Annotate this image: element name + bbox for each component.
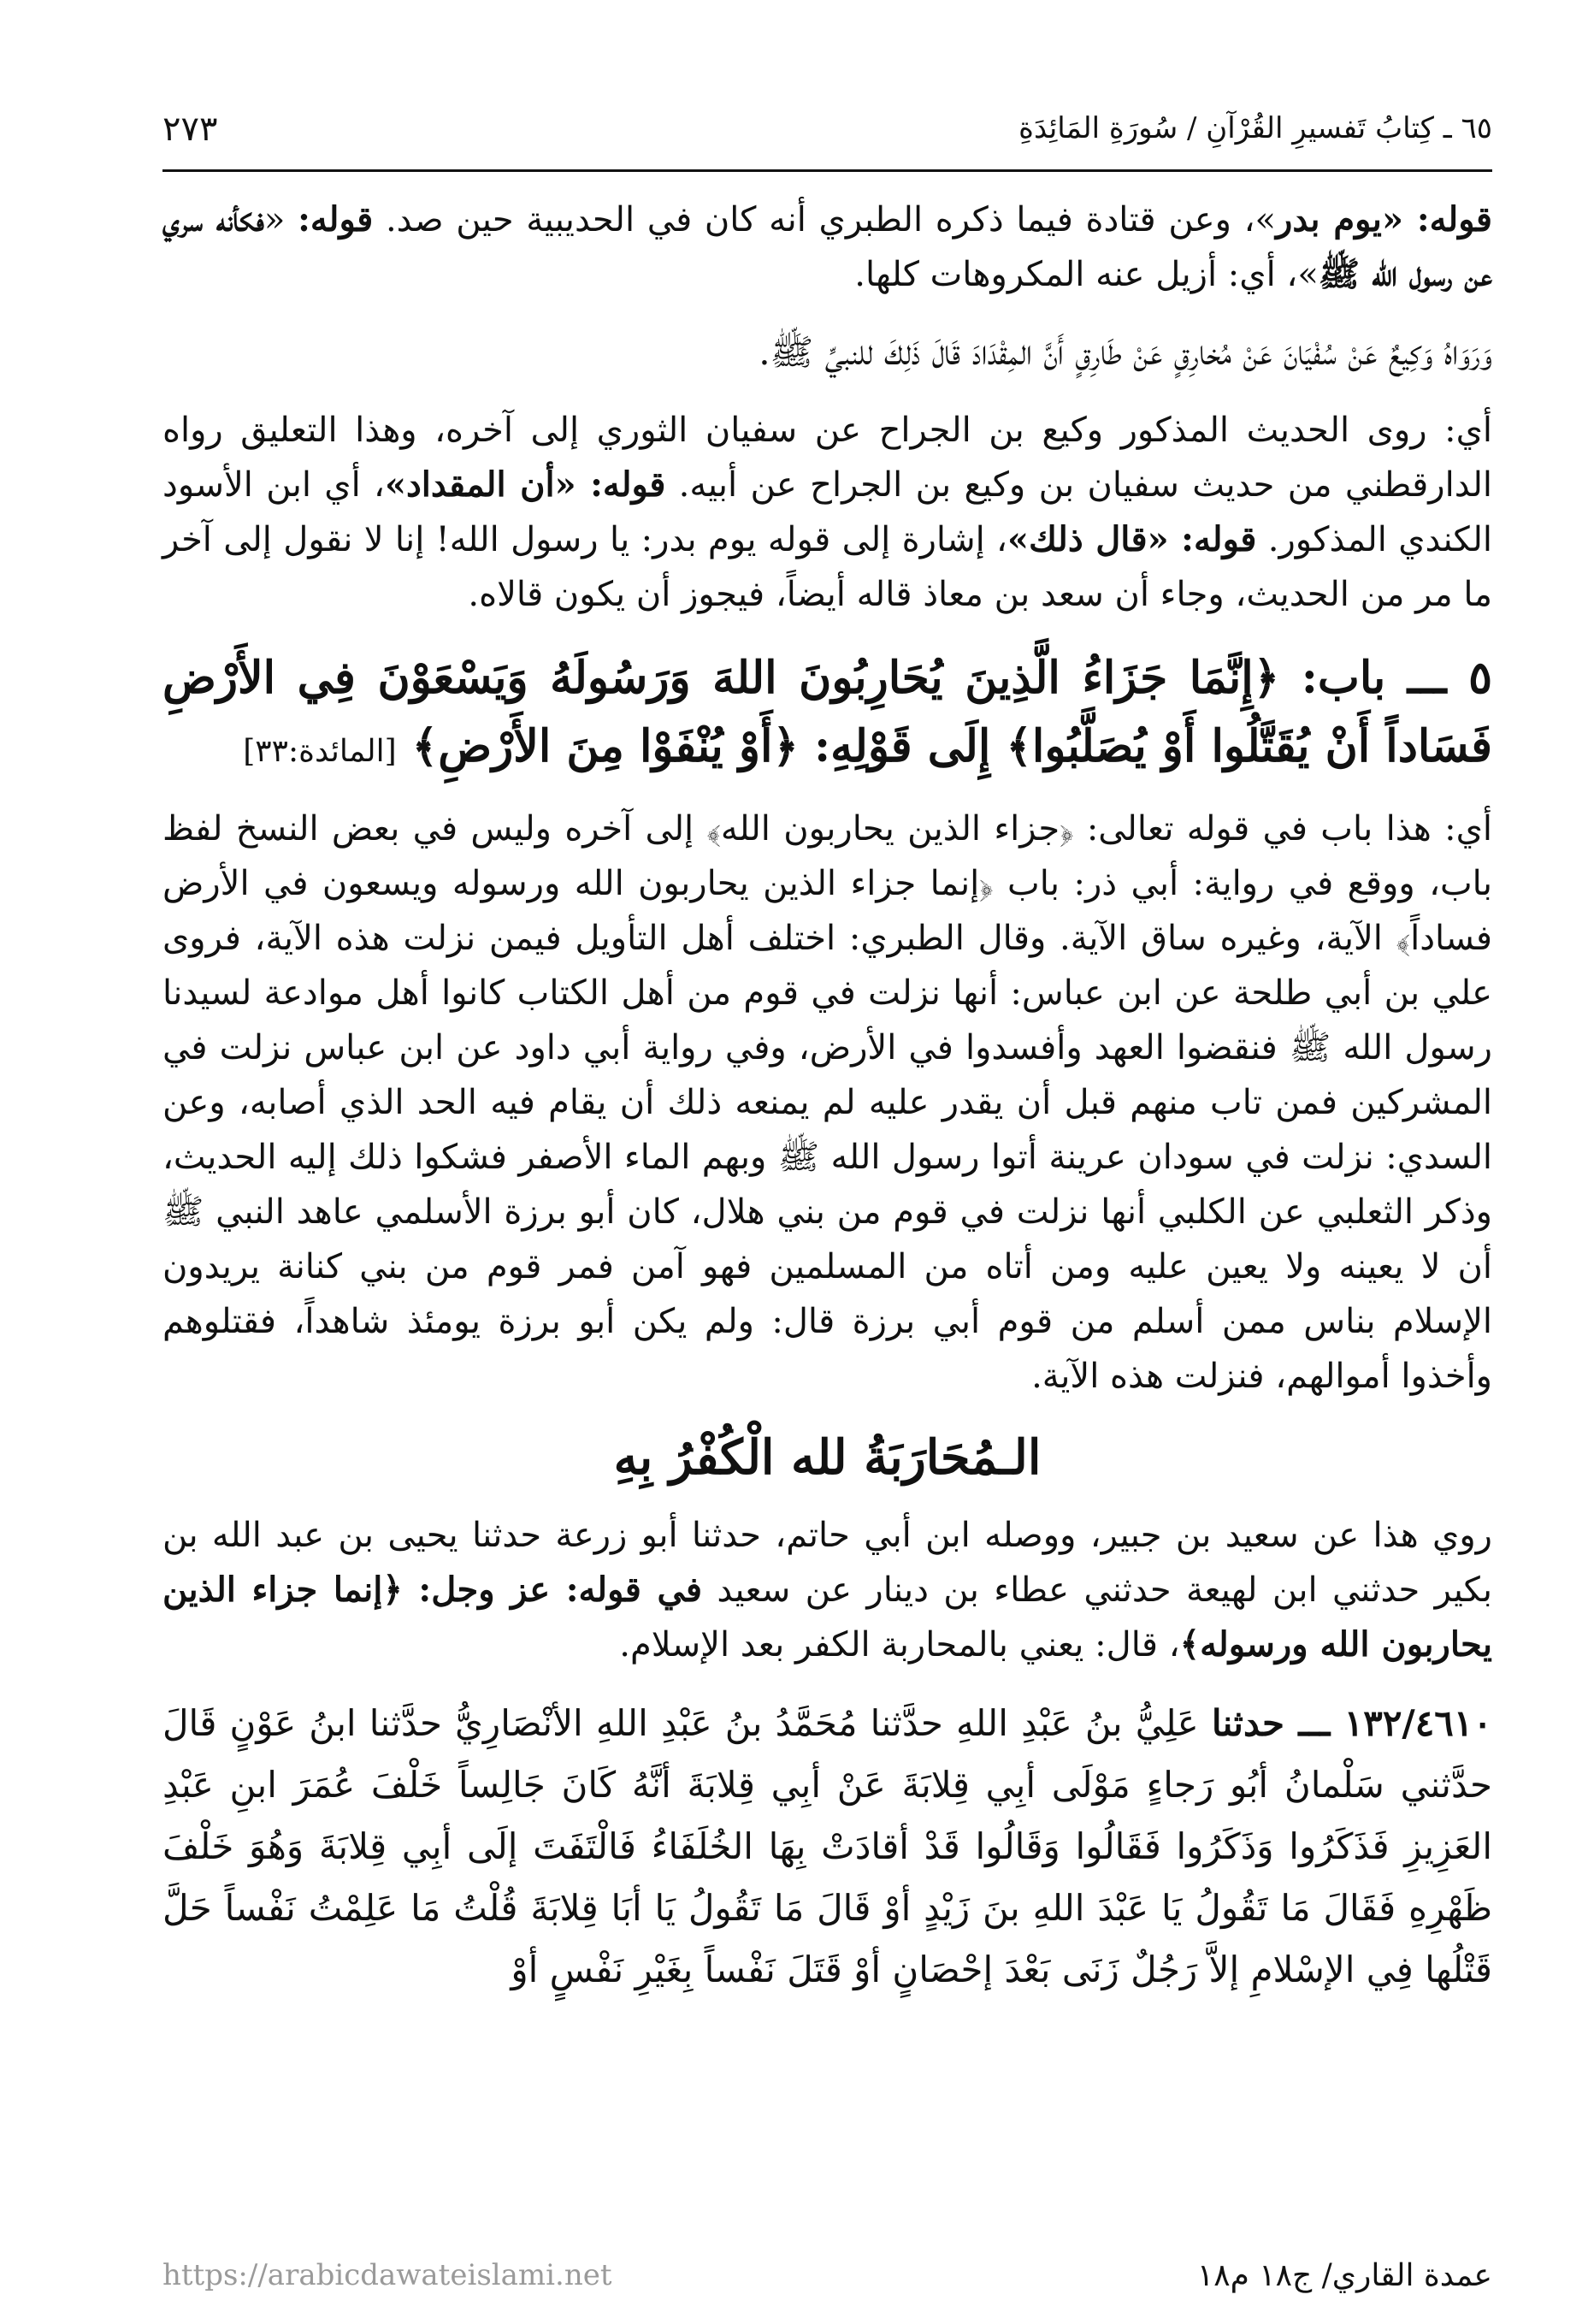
chapter-heading	[162, 644, 1492, 786]
paragraph-2	[162, 403, 1492, 622]
quoted-phrase: قوله: «أن المقداد»	[384, 464, 666, 505]
paragraph-3: أي: هذا باب في قوله تعالى: ﴿جزاء الذين يحاربون الله﴾ إلى آخره وليس في بعض النسخ لفظ باب، ووقع في رواية: أبي ذر: باب ﴿إنما جزاء الذين يحاربون الله ورسوله ويسعون في الأرض فساداً﴾ الآية، وغيره ساق الآية. وقال الطبري: اختلف أهل التأويل فيمن نزلت هذه الآية، فروى علي بن أبي طلحة عن ابن عباس: أنها نزلت في قوم من أهل الكتاب كانوا أهل موادعة لسيدنا رسول الله ﷺ فنقضوا العهد وأفسدوا في الأرض، وفي رواية أبي داود عن ابن عباس نزلت في المشركين فمن تاب منهم قبل أن يقدر عليه لم يمنعه ذلك أن يقام فيه الحد الذي أصابه، وعن السدي: نزلت في سودان عرينة أتوا رسول الله ﷺ وبهم الماء الأصفر فشكوا ذلك إليه الحديث، وذكر الثعلبي عن الكلبي أنها نزلت في قوم من بني هلال، كان أبو برزة الأسلمي عاهد النبي ﷺ أن لا يعينه ولا يعين عليه ومن أتاه من المسلمين فهو آمن فمر قوم من بني كنانة يريدون الإسلام بناس ممن أسلم من قوم أبي برزة قال: ولم يكن أبو برزة يومئذ شاهداً، فقتلوهم وأخذوا أموالهم، فنزلت هذه الآية.	[162, 809, 1492, 1396]
section-subheading: الـمُحَارَبَةُ لله الْكُفْرُ بِهِ	[613, 1429, 1042, 1486]
quoted-phrase: يوم بدر	[1276, 199, 1382, 239]
page-number: ٢٧٣	[162, 109, 218, 149]
commentary-text: »، أي: أزيل عنه المكروهات كلها.	[854, 255, 1319, 294]
watermark-url: https://arabicdawateislami.net	[162, 2258, 612, 2292]
quoted-phrase: فكأنه سري عن رسول الله ﷺ	[162, 199, 1492, 294]
hadith-number: ١٣٢/٤٦١٠ ـــ	[1284, 1702, 1492, 1744]
commentary-text: ، أي ابن الأسود الكندي المذكور.	[162, 465, 1493, 559]
page	[162, 103, 1492, 2001]
quoted-phrase: في قوله: عز وجل: ﴿إنما جزاء الذين يحاربون الله ورسوله﴾	[162, 1570, 1492, 1665]
commentary-text: روي هذا عن سعيد بن جبير، ووصله ابن أبي حاتم، حدثنا أبو زرعة حدثنا يحيى بن عبد الله بن بكير حدثني ابن لهيعة حدثني عطاء بن دينار عن سعيد	[162, 1516, 1492, 1610]
header-rule	[162, 169, 1492, 172]
verse-reference: [المائدة:٣٣]	[243, 734, 397, 769]
page-header	[162, 103, 1492, 163]
hadith-text-1: وَرَوَاهُ وَكِيعٌ عَنْ سُفْيَانَ عَنْ مُخارِقٍ عَنْ طَارِقٍ أَنَّ المِقْدَادَ قَالَ ذَلِكَ للنبيِّ ﷺ.	[759, 331, 1492, 373]
haddathana-label: حدثنا	[1211, 1702, 1284, 1744]
book-reference: عمدة القاري/ ج١٨ م١٨	[1196, 2258, 1492, 2293]
chapter-heading-text: ٥ ـــ باب: ﴿إِنَّمَا جَزَاءُ الَّذِينَ يُحَارِبُونَ اللهَ وَرَسُولَهُ وَيَسْعَوْنَ فِي الأَرْضِ فَسَاداً أَنْ يُقَتَّلُوا أَوْ يُصَلَّبُوا﴾ إِلَى قَوْلِهِ: ﴿أَوْ يُنْفَوْا مِنَ الأَرْضِ﴾	[162, 652, 1492, 772]
commentary-text: »، وعن قتادة فيما ذكره الطبري أنه كان في الحديبية حين صد.	[373, 200, 1277, 239]
page-footer	[162, 2258, 1492, 2309]
quote-open: «	[263, 200, 298, 239]
paragraph-1	[162, 192, 1492, 302]
qawluh-label: قوله: «	[1381, 199, 1493, 239]
commentary-text: ، قال: يعني بالمحاربة الكفر بعد الإسلام.	[619, 1625, 1180, 1665]
commentary-text: أي: روى الحديث المذكور وكيع بن الجراح عن سفيان الثوري إلى آخره، وهذا التعليق رواه الدارقطني من حديث سفيان بن وكيع بن الجراح عن أبيه.	[162, 411, 1492, 505]
quoted-phrase: قوله: «قال ذلك»	[1007, 519, 1257, 559]
commentary-text: ، إشارة إلى قوله يوم بدر: يا رسول الله! إنا لا نقول إلى آخر ما مر من الحديث، وجاء أن سعد بن معاذ قاله أيضاً، فيجوز أن يكون قالاه.	[162, 520, 1492, 614]
hadith-body: عَلِيُّ بنُ عَبْدِ اللهِ حدَّثنا مُحَمَّدُ بنُ عَبْدِ اللهِ الأنْصَارِيُّ حدَّثنا ابنُ عَوْنٍ قَالَ حدَّثني سَلْمانُ أبُو رَجاءٍ مَوْلَى أبِي قِلابَةَ عَنْ أبِي قِلابَةَ أنَّهُ كَانَ جَالِساً خَلْفَ عُمَرَ ابنِ عَبْدِ العَزِيزِ فَذَكَرُوا وَذَكَرُوا فَقَالُوا وَقَالُوا قَدْ أقادَتْ بِهَا الخُلَفَاءُ فَالْتَفَتَ إلَى أبِي قِلابَةَ وَهُوَ خَلْفَ ظَهْرِهِ فَقَالَ مَا تَقُولُ يَا عَبْدَ اللهِ بنَ زَيْدٍ أوْ قَالَ مَا تَقُولُ يَا أبَا قِلابَةَ قُلْتُ مَا عَلِمْتُ نَفْساً حَلَّ قَتْلُها فِي الإسْلامِ إلاَّ رَجُلٌ زَنَى بَعْدَ إحْصَانٍ أوْ قَتَلَ نَفْساً بِغَيْرِ نَفْسٍ أوْ	[162, 1702, 1492, 1990]
qawluh-label: قوله:	[298, 199, 374, 239]
chapter-title: ٦٥ ـ كِتابُ تَفسيرِ القُرْآنِ / سُورَةِ المَائِدَةِ	[1018, 111, 1492, 145]
paragraph-4	[162, 1508, 1492, 1672]
hadith-text-2	[162, 1693, 1492, 2001]
